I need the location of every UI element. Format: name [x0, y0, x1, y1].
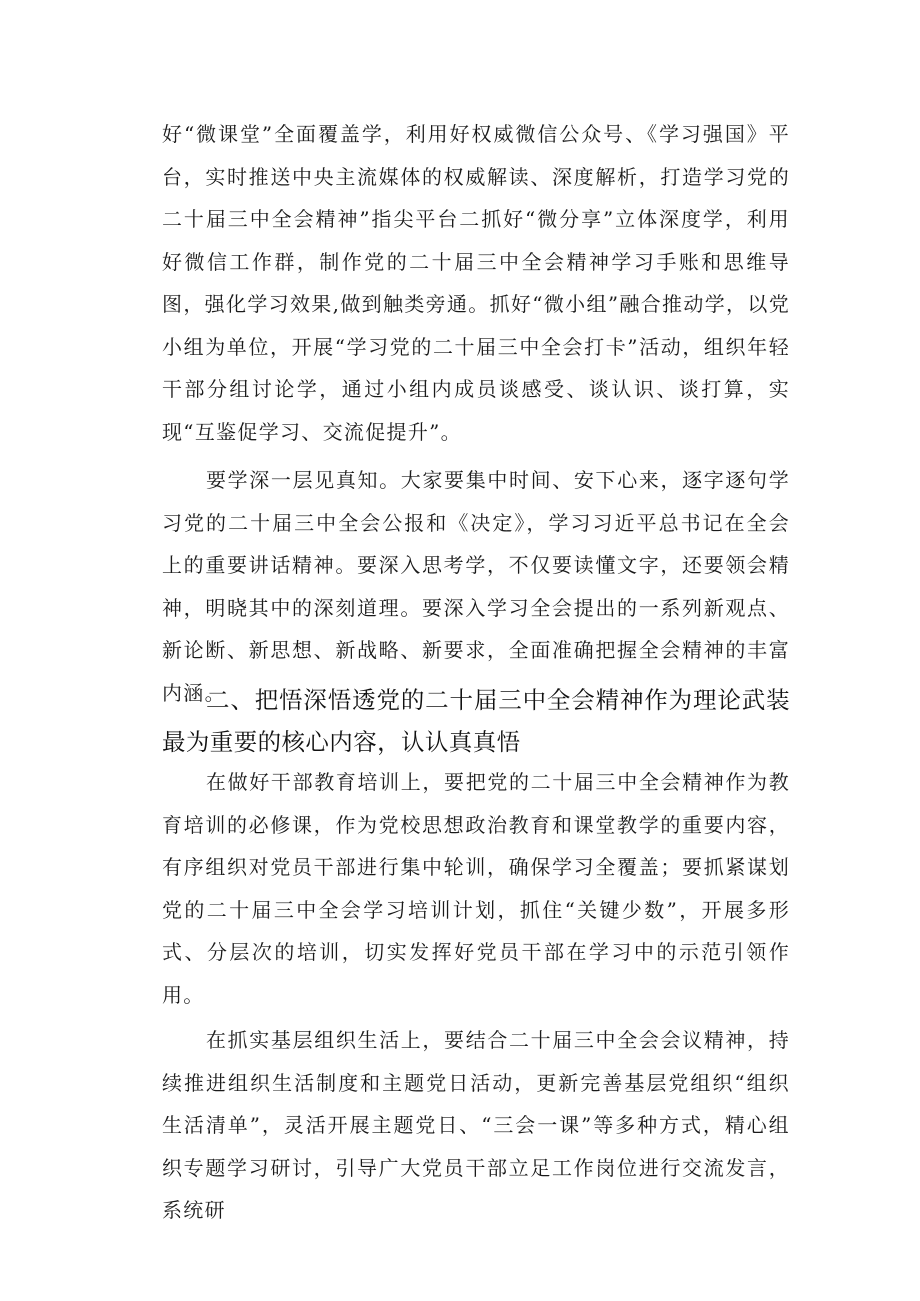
paragraph-study-deep: 要学深一层见真知。大家要集中时间、安下心来，逐字逐句学习党的二十届三中全会公报和《决定》，学习习近平总书记在全会上的重要讲话精神。要深入思考学，不仅要读懂文字，还要领会精神，明晓其中的深刻道理。要深入学习全会提出的一系列新观点、新论断、新思想、新战略、新要求，全面准确把握全会精神的丰富内涵。	[162, 468, 790, 705]
paragraph-grassroots-organization: 在抓实基层组织生活上，要结合二十届三中全会会议精神，持续推进组织生活制度和主题党日活动，更新完善基层党组织“组织生活清单”，灵活开展主题党日、“三会一课”等多种方式，精心组织专题学习研讨，引导广大党员干部立足工作岗位进行交流发言，系统研	[162, 1028, 790, 1222]
paragraph-cadre-training: 在做好干部教育培训上，要把党的二十届三中全会精神作为教育培训的必修课，作为党校思想政治教育和课堂教学的重要内容，有序组织对党员干部进行集中轮训，确保学习全覆盖；要抓紧谋划党的二十届三中全会学习培训计划，抓住“关键少数”，开展多形式、分层次的培训，切实发挥好党员干部在学习中的示范引领作用。	[162, 770, 790, 1007]
section-heading: 二、把悟深悟透党的二十届三中全会精神作为理论武装最为重要的核心内容，认认真真悟	[162, 686, 790, 756]
paragraph-continued: 好“微课堂”全面覆盖学，利用好权威微信公众号、《学习强国》平台，实时推送中央主流媒体的权威解读、深度解析，打造学习党的二十届三中全会精神”指尖平台二抓好“微分享”立体深度学，利用好微信工作群，制作党的二十届三中全会精神学习手账和思维导图，强化学习效果,做到触类旁通。抓好“微小组”融合推动学，以党小组为单位，开展“学习党的二十届三中全会打卡”活动，组织年轻干部分组讨论学，通过小组内成员谈感受、谈认识、谈打算，实现“互鉴促学习、交流促提升”。	[162, 122, 790, 444]
